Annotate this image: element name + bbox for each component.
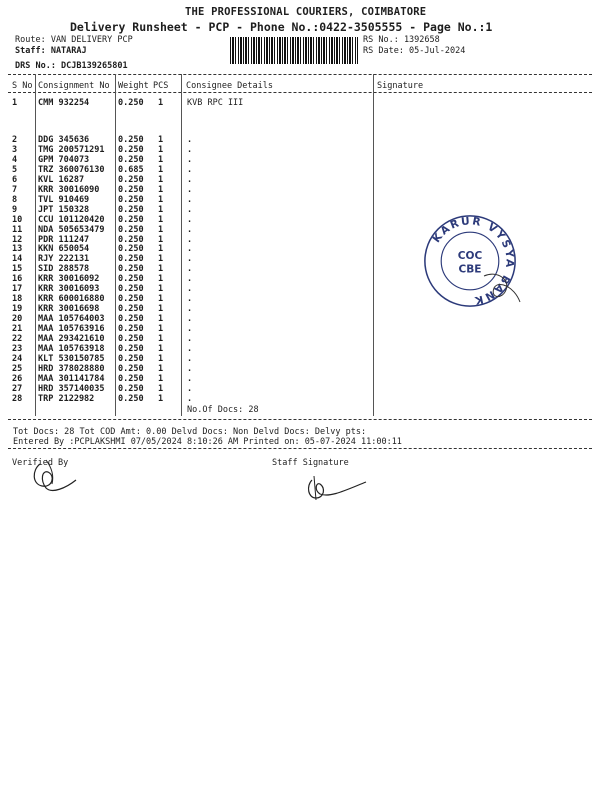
row-pcs: 1 [158,254,164,265]
row-consignment: TMG 200571291 [38,144,105,155]
table-row [12,364,412,374]
row-consignee: . [187,334,193,344]
row-weight: 0.250 [118,314,144,325]
row-consignment: KRR 30016698 [38,304,100,315]
row-consignee: . [187,224,193,235]
row-pcs: 1 [158,194,164,205]
row-consignment: TRP 2122982 [38,393,95,404]
row-pcs: 1 [158,174,164,185]
row-weight: 0.250 [118,194,144,205]
row-pcs: 1 [158,324,164,335]
row-consignment: DDG 345636 [38,135,90,145]
table-row [12,165,412,175]
row-consignee: . [187,194,193,205]
table-row [12,354,412,364]
table-row [12,264,412,274]
row-weight: 0.685 [118,164,144,175]
stamp-inner-top: COC [457,250,483,263]
table-row [12,294,412,304]
col-header-weight: Weight [118,81,149,91]
row-consignee: . [187,373,193,384]
row-pcs: 1 [158,264,164,275]
row-consignee: . [187,274,193,285]
row-consignee: . [187,154,193,165]
row-pcs: 1 [158,214,164,225]
row-pcs: 1 [158,343,164,354]
row-consignment: KKN 650054 [38,244,90,255]
row-weight: 0.250 [118,304,144,315]
row-pcs: 1 [158,135,164,145]
row-consignee: . [187,234,193,245]
row-sno: 2 [12,135,18,145]
table-row [12,145,412,155]
row-sno: 23 [12,343,23,354]
row-sno: 4 [12,154,18,165]
table-row [12,195,412,205]
table-row [12,135,412,145]
row-consignee: . [187,144,193,155]
row-pcs: 1 [158,383,164,394]
row-sno: 18 [12,294,23,305]
row-pcs: 1 [158,334,164,344]
row-consignment: TRZ 360076130 [38,164,105,175]
stamp-inner-bottom: CBE [458,263,482,276]
table-row [12,155,412,165]
row-weight: 0.250 [118,373,144,384]
row-pcs: 1 [158,284,164,295]
table-row [12,274,412,284]
row-sno: 12 [12,234,23,245]
row-consignment: SID 288578 [38,264,90,275]
row-consignee: . [187,264,193,275]
row-sno: 26 [12,373,23,384]
row-consignment: MAA 301141784 [38,373,105,384]
barcode-image [230,37,358,64]
row-consignment: HRD 378028880 [38,363,105,374]
row-pcs: 1 [158,224,164,235]
row-consignee: . [187,353,193,364]
row-pcs: 1 [158,294,164,305]
drs-number: DRS No.: DCJB139265801 [15,61,128,71]
row-pcs: 1 [158,274,164,285]
row-consignment: KRR 30016090 [38,184,100,195]
row-sno: 15 [12,264,23,275]
row-pcs: 1 [158,244,164,255]
row-weight: 0.250 [118,234,144,245]
totals-line: Tot Docs: 28 Tot COD Amt: 0.00 Delvd Docs: Non Delvd Docs: Delvy pts: [13,427,367,437]
table-row [12,225,412,235]
row-pcs: 1 [158,144,164,155]
row-weight: 0.250 [118,144,144,155]
row-weight: 0.250 [118,353,144,364]
table-row [12,384,412,394]
row-consignment: KVL 16287 [38,174,85,185]
verifier-signature [26,458,82,498]
row-consignee: . [187,363,193,374]
staff-signature [302,470,372,506]
table-row [12,235,412,245]
row-consignee: . [187,244,193,255]
table-row [12,175,412,185]
table-row [12,304,412,314]
row-weight: 0.250 [118,204,144,215]
row-consignee: . [187,284,193,295]
staff-signature-label: Staff Signature [272,458,349,468]
row-pcs: 1 [158,393,164,404]
table-row [12,254,412,264]
stamp-ring-text: KARUR VYSYA BANK [430,215,516,307]
row-pcs: 1 [158,98,164,108]
row-sno: 8 [12,194,18,205]
row-pcs: 1 [158,154,164,165]
row-weight: 0.250 [118,98,144,108]
row-consignee: . [187,254,193,265]
row-consignee: . [187,383,193,394]
no-of-docs: No.Of Docs: 28 [187,405,259,415]
table-row [12,344,412,354]
row-consignee: . [187,214,193,225]
row-consignment: KRR 600016880 [38,294,105,305]
row-consignment: HRD 357140035 [38,383,105,394]
table-row [12,185,412,195]
table-row [12,284,412,294]
page-subtitle: Delivery Runsheet - PCP - Phone No.:0422-3505555 - Page No.:1 [70,20,493,34]
row-consignee: . [187,164,193,175]
entered-by-line: Entered By :PCPLAKSHMI 07/05/2024 8:10:26 AM Printed on: 05-07-2024 11:00:11 [13,437,402,447]
row-sno: 3 [12,144,18,155]
col-header-signature: Signature [377,81,424,91]
row-consignee: . [187,393,193,404]
row-sno: 21 [12,324,23,335]
row-consignment: KRR 30016092 [38,274,100,285]
table-row [12,314,412,324]
row-sno: 28 [12,393,23,404]
row-weight: 0.250 [118,363,144,374]
table-row [12,334,412,344]
row-consignment: MAA 293421610 [38,334,105,344]
row-consignee: . [187,343,193,354]
row-consignee: . [187,324,193,335]
row-sno: 24 [12,353,23,364]
row-pcs: 1 [158,234,164,245]
verified-by-label: Verified By [12,458,69,468]
row-consignment: RJY 222131 [38,254,90,265]
row-consignment: TVL 910469 [38,194,90,205]
row-weight: 0.250 [118,135,144,145]
row-sno: 6 [12,174,18,185]
row-consignment: PDR 111247 [38,234,90,245]
row-consignment: MAA 105763916 [38,324,105,335]
row-consignment: MAA 105763918 [38,343,105,354]
row-weight: 0.250 [118,324,144,335]
col-header-sno: S No [12,81,33,91]
table-row [12,98,412,108]
rs-date: RS Date: 05-Jul-2024 [363,46,466,56]
row-sno: 27 [12,383,23,394]
row-weight: 0.250 [118,383,144,394]
footer-bottom-rule [8,448,592,449]
row-consignee: . [187,304,193,315]
row-sno: 7 [12,184,18,195]
row-weight: 0.250 [118,174,144,185]
table-row [12,324,412,334]
col-header-pcs: PCS [153,81,169,91]
row-weight: 0.250 [118,154,144,165]
row-consignment: JPT 150328 [38,204,90,215]
row-pcs: 1 [158,204,164,215]
row-weight: 0.250 [118,284,144,295]
footer-top-rule [8,419,592,420]
row-consignment: MAA 105764003 [38,314,105,325]
row-weight: 0.250 [118,393,144,404]
row-weight: 0.250 [118,294,144,305]
rs-number: RS No.: 1392658 [363,35,440,45]
row-sno: 25 [12,363,23,374]
stamp-signature-scribble [480,268,524,308]
row-consignment: GPM 704073 [38,154,90,165]
row-sno: 22 [12,334,23,344]
row-sno: 16 [12,274,23,285]
row-consignment: NDA 505653479 [38,224,105,235]
row-weight: 0.250 [118,334,144,344]
row-weight: 0.250 [118,244,144,255]
row-weight: 0.250 [118,254,144,265]
header-top-rule [8,74,592,75]
row-sno: 9 [12,204,18,215]
row-sno: 5 [12,164,18,175]
row-consignee: KVB RPC III [187,98,244,108]
row-sno: 14 [12,254,23,265]
row-consignee: . [187,314,193,325]
table-row [12,394,412,404]
row-consignee: . [187,174,193,185]
row-sno: 11 [12,224,23,235]
row-sno: 17 [12,284,23,295]
row-pcs: 1 [158,373,164,384]
row-pcs: 1 [158,304,164,315]
col-header-consignment: Consignment No [38,81,110,91]
table-row [12,244,412,254]
table-row [12,215,412,225]
row-pcs: 1 [158,164,164,175]
table-row [12,374,412,384]
col-header-consignee: Consignee Details [186,81,273,91]
table-row [12,205,412,215]
row-consignment: KLT 530150785 [38,353,105,364]
row-weight: 0.250 [118,224,144,235]
page-title: THE PROFESSIONAL COURIERS, COIMBATORE [185,6,427,18]
row-weight: 0.250 [118,264,144,275]
row-sno: 13 [12,244,23,255]
row-weight: 0.250 [118,343,144,354]
row-sno: 19 [12,304,23,315]
row-consignee: . [187,294,193,305]
row-pcs: 1 [158,184,164,195]
row-sno: 20 [12,314,23,325]
row-pcs: 1 [158,353,164,364]
row-pcs: 1 [158,314,164,325]
row-consignment: KRR 30016093 [38,284,100,295]
row-sno: 1 [12,98,18,108]
row-consignment: CMM 932254 [38,98,90,108]
row-pcs: 1 [158,363,164,374]
staff-label: Staff: NATARAJ [15,46,87,56]
row-weight: 0.250 [118,214,144,225]
row-consignee: . [187,135,193,145]
row-weight: 0.250 [118,184,144,195]
row-consignee: . [187,184,193,195]
route-label: Route: VAN DELIVERY PCP [15,35,133,45]
header-bottom-rule [8,92,592,93]
row-consignment: CCU 101120420 [38,214,105,225]
row-weight: 0.250 [118,274,144,285]
row-sno: 10 [12,214,23,225]
row-consignee: . [187,204,193,215]
